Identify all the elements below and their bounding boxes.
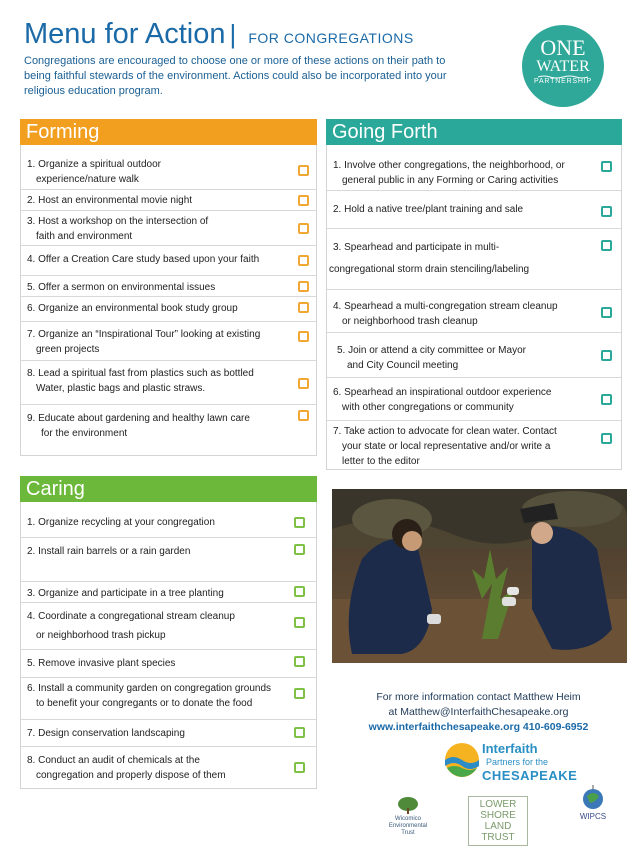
- item-text: 7. Organize an “Inspirational Tour” looking at existing green projects: [27, 329, 261, 355]
- photo-illustration: [332, 489, 627, 663]
- logo-line-2: WATER: [536, 58, 590, 75]
- item-text: 6. Install a community garden on congregation grounds to benefit your congregants or to donate the food: [27, 683, 272, 709]
- checkbox[interactable]: [601, 161, 612, 172]
- wicomico-logo: [384, 796, 432, 837]
- item-text: 6. Organize an environmental book study group: [27, 303, 238, 314]
- list-item: [327, 228, 621, 290]
- checkbox[interactable]: [601, 433, 612, 444]
- list-item: [21, 502, 316, 537]
- sponsor-name-3: CHESAPEAKE: [482, 768, 578, 783]
- item-text: 5. Remove invasive plant species: [27, 658, 176, 669]
- item-text: 2. Hold a native tree/plant training and sale: [333, 204, 524, 215]
- item-text: 8. Lead a spiritual fast from plastics such as bottled Water, plastic bags and plastic straws.: [27, 368, 254, 394]
- item-text: 2. Install rain barrels or a rain garden: [27, 546, 191, 557]
- checkbox[interactable]: [294, 688, 305, 699]
- list-item: [21, 404, 316, 457]
- checkbox[interactable]: [294, 617, 305, 628]
- forming-list: [20, 145, 317, 456]
- list-item: [21, 649, 316, 678]
- page-title: [24, 18, 414, 51]
- contact-info: [330, 690, 627, 735]
- checkbox[interactable]: [298, 223, 309, 234]
- list-item: [327, 289, 621, 333]
- list-item: [21, 746, 316, 790]
- land-trust-logo: LOWER SHORE LAND TRUST: [468, 796, 528, 846]
- tree-planting-photo: [332, 489, 627, 663]
- wicomico-logo-text: Wicomico Environmental Trust: [388, 816, 428, 836]
- list-item: [21, 189, 316, 211]
- logo-line-1: ONE: [540, 35, 586, 60]
- going-forth-heading: Going Forth: [326, 119, 622, 145]
- item-text: 1. Organize a spiritual outdoor experience/nature walk: [27, 159, 161, 185]
- checkbox[interactable]: [298, 281, 309, 292]
- list-item: [21, 677, 316, 720]
- title-subtitle: FOR CONGREGATIONS: [248, 30, 414, 46]
- forming-heading: Forming: [20, 119, 317, 145]
- list-item: [21, 145, 316, 189]
- one-water-partnership-logo: [522, 25, 604, 107]
- item-text: 6. Spearhead an inspirational outdoor experience with other congregations or community: [333, 387, 552, 413]
- logo-line-3: PARTNERSHIP: [534, 78, 592, 85]
- checkbox[interactable]: [601, 394, 612, 405]
- tree-icon: [388, 796, 428, 814]
- item-text: 3. Spearhead and participate in multi- congregational storm drain stenciling/labeling: [329, 242, 530, 275]
- item-text: 4. Offer a Creation Care study based upon your faith: [27, 254, 260, 265]
- caring-heading: Caring: [20, 476, 317, 502]
- list-item: [21, 581, 316, 603]
- list-item: [327, 190, 621, 229]
- caring-list: [20, 502, 317, 789]
- checkbox[interactable]: [298, 255, 309, 266]
- list-item: [21, 275, 316, 297]
- item-text: 9. Educate about gardening and healthy lawn care for the environment: [27, 413, 250, 439]
- checkbox[interactable]: [294, 762, 305, 773]
- sponsor-name-1: Interfaith: [482, 741, 538, 756]
- list-item: [327, 145, 621, 190]
- checkbox[interactable]: [298, 165, 309, 176]
- list-item: [327, 377, 621, 421]
- contact-line-1: For more information contact Matthew Heim: [376, 691, 581, 703]
- item-text: 5. Offer a sermon on environmental issues: [27, 282, 216, 293]
- checkbox[interactable]: [294, 727, 305, 738]
- item-text: 5. Join or attend a city committee or Mayor and City Council meeting: [337, 345, 526, 371]
- sponsor-name-2: Partners for the: [486, 757, 549, 767]
- list-item: [21, 210, 316, 246]
- list-item: [21, 360, 316, 405]
- item-text: 8. Conduct an audit of chemicals at the congregation and properly dispose of them: [27, 755, 226, 781]
- list-item: [327, 332, 621, 378]
- checkbox[interactable]: [298, 195, 309, 206]
- wipcs-logo: [576, 784, 610, 821]
- checkbox[interactable]: [294, 517, 305, 528]
- item-text: 3. Host a workshop on the intersection of faith and environment: [27, 216, 209, 242]
- list-item: [21, 321, 316, 361]
- checkbox[interactable]: [601, 307, 612, 318]
- item-text: 7. Design conservation landscaping: [27, 728, 185, 739]
- checkbox[interactable]: [294, 586, 305, 597]
- interfaith-partners-logo-icon: [444, 742, 480, 778]
- list-item: [21, 537, 316, 582]
- checkbox[interactable]: [298, 410, 309, 421]
- item-text: 2. Host an environmental movie night: [27, 195, 193, 206]
- globe-icon: [578, 784, 608, 810]
- title-text: Menu for Action: [24, 18, 226, 50]
- item-text: 7. Take action to advocate for clean water. Contact your state or local representative and/or write a letter to the editor: [333, 426, 557, 467]
- checkbox[interactable]: [298, 331, 309, 342]
- checkbox[interactable]: [601, 206, 612, 217]
- title-separator: |: [229, 19, 237, 49]
- list-item: [21, 602, 316, 650]
- list-item: [21, 296, 316, 322]
- intro-text: Congregations are encouraged to choose one or more of these actions on their path to being faithful stewards of the environment. Actions could also be incorporated into your religious education program.: [24, 55, 447, 97]
- checkbox[interactable]: [294, 656, 305, 667]
- list-item: [21, 245, 316, 276]
- going-forth-list: [326, 145, 622, 470]
- item-text: 1. Involve other congregations, the neighborhood, or general public in any Forming or Caring activities: [333, 160, 565, 186]
- contact-website[interactable]: www.interfaithchesapeake.org: [368, 721, 520, 733]
- checkbox[interactable]: [298, 302, 309, 313]
- list-item: [21, 719, 316, 747]
- checkbox[interactable]: [294, 544, 305, 555]
- checkbox[interactable]: [601, 240, 612, 251]
- contact-phone: 410-609-6952: [522, 721, 589, 733]
- checkbox[interactable]: [298, 378, 309, 389]
- wipcs-logo-text: WIPCS: [579, 812, 607, 821]
- checkbox[interactable]: [601, 350, 612, 361]
- contact-email[interactable]: at Matthew@InterfaithChesapeake.org: [388, 706, 569, 718]
- item-text: 3. Organize and participate in a tree planting: [27, 588, 224, 599]
- list-item: [327, 420, 621, 471]
- item-text: 4. Coordinate a congregational stream cleanup or neighborhood trash pickup: [27, 611, 235, 641]
- item-text: 1. Organize recycling at your congregation: [27, 517, 215, 528]
- item-text: 4. Spearhead a multi-congregation stream cleanup or neighborhood trash cleanup: [333, 301, 558, 327]
